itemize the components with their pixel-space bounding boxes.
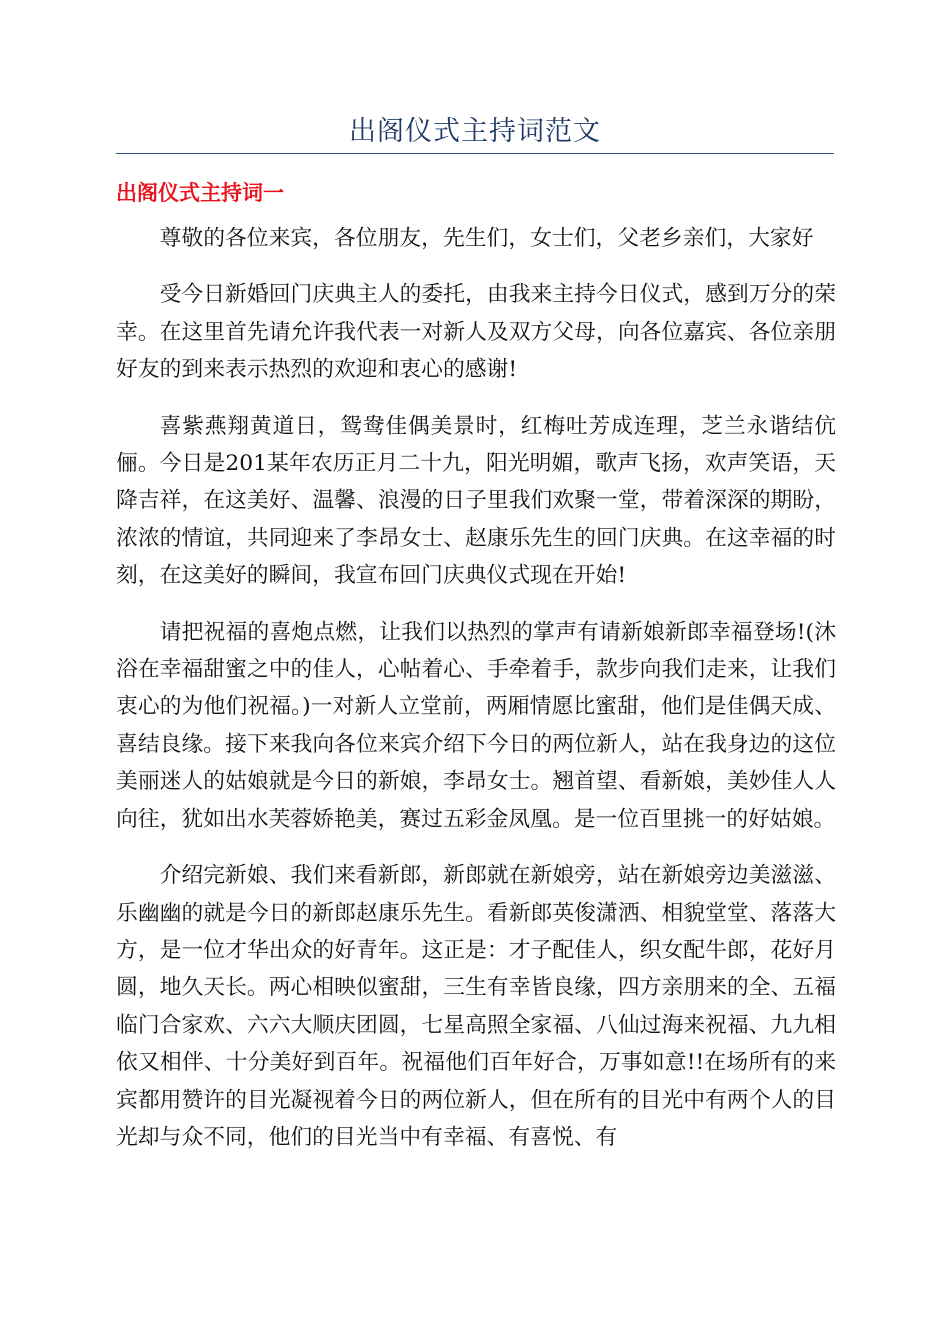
paragraph: 请把祝福的喜炮点燃，让我们以热烈的掌声有请新娘新郎幸福登场!(沐浴在幸福甜蜜之中的佳人，心帖着心、手牵着手，款步向我们走来，让我们衷心的为他们祝福。)一对新人立堂前，两厢情愿比蜜甜，他们是佳偶天成、喜结良缘。接下来我向各位来宾介绍下今日的两位新人，站在我身边的这位美丽迷人的姑娘就是今日的新娘，李昂女士。翘首望、看新娘，美妙佳人人向往，犹如出水芙蓉娇艳美，赛过五彩金凤凰。是一位百里挑一的好姑娘。 — [116, 619, 836, 832]
document-title: 出阁仪式主持词范文 — [349, 116, 601, 147]
paragraph: 喜紫燕翔黄道日，鸳鸯佳偶美景时，红梅吐芳成连理，芝兰永谐结伉俪。今日是201某年农历正月二十九，阳光明媚，歌声飞扬，欢声笑语，天降吉祥，在这美好、温馨、浪漫的日子里我们欢聚一堂，带着深深的期盼，浓浓的情谊，共同迎来了李昂女士、赵康乐先生的回门庆典。在这幸福的时刻，在这美好的瞬间，我宣布回门庆典仪式现在开始! — [116, 413, 836, 589]
body-text — [116, 220, 836, 1175]
paragraph: 尊敬的各位来宾，各位朋友，先生们，女士们，父老乡亲们，大家好 — [159, 226, 814, 251]
paragraph: 介绍完新娘、我们来看新郎，新郎就在新娘旁，站在新娘旁边美滋滋、乐幽幽的就是今日的新郎赵康乐先生。看新郎英俊潇洒、相貌堂堂、落落大方，是一位才华出众的好青年。这正是：才子配佳人，织女配牛郎，花好月圆，地久天长。两心相映似蜜甜，三生有幸皆良缘，四方亲朋来的全、五福临门合家欢、六六大顺庆团圆，七星高照全家福、八仙过海来祝福、九九相依又相伴、十分美好到百年。祝福他们百年好合，万事如意!!在场所有的来宾都用赞许的目光凝视着今日的两位新人，但在所有的目光中有两个人的目光却与众不同，他们的目光当中有幸福、有喜悦、有 — [116, 863, 836, 1150]
section-heading: 出阁仪式主持词一 — [116, 181, 284, 205]
paragraph: 受今日新婚回门庆典主人的委托，由我来主持今日仪式，感到万分的荣幸。在这里首先请允许我代表一对新人及双方父母，向各位嘉宾、各位亲朋好友的到来表示热烈的欢迎和衷心的感谢! — [116, 282, 836, 383]
title-underline — [116, 153, 834, 154]
